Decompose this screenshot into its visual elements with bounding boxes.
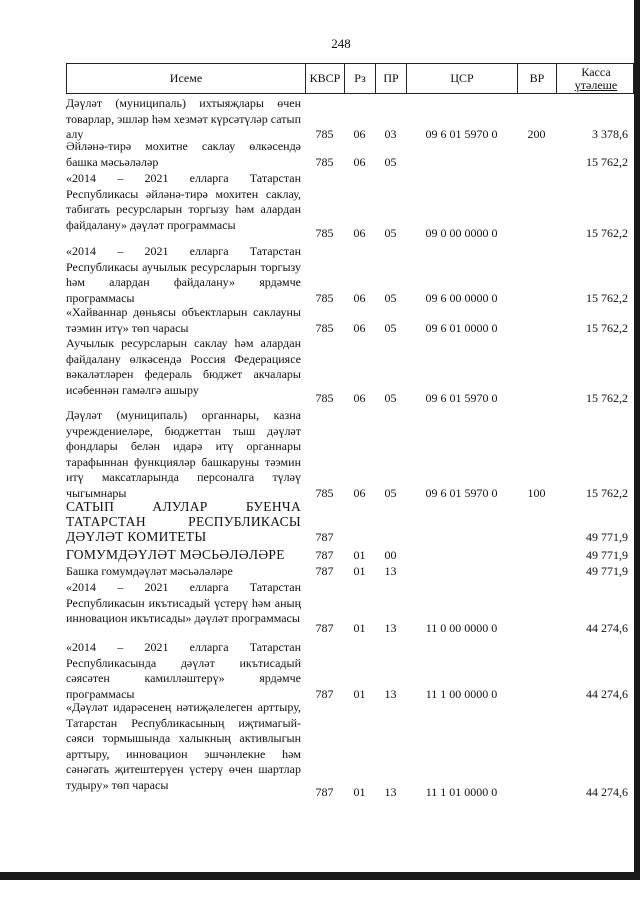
column-header-kassa	[557, 64, 635, 93]
row-kvsr: 787	[315, 529, 334, 544]
row-pr: 05	[384, 320, 397, 335]
scan-border-bottom	[0, 872, 640, 880]
row-rz: 06	[353, 225, 366, 240]
row-name: «2014 – 2021 елларга Татарстан Республикасы әйләнә-тирә мохитен саклау, табигать ресурсларын торгызу һәм алардан файдалану» дәүләт программасы	[66, 171, 301, 232]
row-name: Дәүләт (муниципаль) ихтыяҗлары өчен товарлар, эшләр һәм хезмәт күрсәтүләр сатып алу	[66, 96, 301, 141]
row-kvsr: 787	[315, 547, 334, 562]
row-kvsr: 785	[315, 290, 334, 305]
row-kvsr: 785	[315, 225, 334, 240]
column-header-pr: ПР	[376, 64, 407, 93]
row-amount: 49 771,9	[586, 547, 628, 562]
table-row	[66, 499, 634, 545]
row-rz: 01	[353, 620, 366, 635]
table-row	[66, 96, 634, 141]
row-amount: 15 762,2	[586, 225, 628, 240]
row-csr: 09 6 01 5970 0	[425, 127, 498, 141]
row-pr: 05	[384, 390, 397, 405]
row-rz: 06	[353, 390, 366, 405]
row-amount: 15 762,2	[586, 390, 628, 405]
row-name: «2014 – 2021 елларга Татарстан Республикасы аучылык ресурсларын торгызу һәм алардан файдалану» ярдәмче программасы	[66, 244, 301, 305]
table-header	[66, 63, 634, 94]
column-header-rz: Рз	[345, 64, 376, 93]
row-kvsr: 787	[315, 564, 334, 578]
row-rz: 01	[353, 564, 366, 578]
table-row	[66, 139, 634, 168]
row-pr: 13	[384, 564, 397, 578]
row-amount: 15 762,2	[586, 154, 628, 169]
row-csr: 09 6 01 5970 0	[425, 485, 498, 500]
table-row	[66, 171, 634, 241]
row-rz: 06	[353, 154, 366, 169]
row-name: «Хайваннар дөньясы объектларын саклауны тәэмин итү» төп чарасы	[66, 305, 301, 335]
row-pr: 00	[384, 547, 397, 562]
row-kvsr: 787	[315, 686, 334, 701]
row-vr: 100	[527, 485, 546, 500]
row-rz: 01	[353, 547, 366, 562]
row-kvsr: 785	[315, 127, 334, 141]
row-amount: 44 274,6	[586, 784, 628, 799]
row-name: Әйләнә-тирә мохитне саклау өлкәсендә башка мәсьәләләр	[66, 139, 301, 169]
table-row	[66, 564, 634, 579]
column-header-kvsr: КВСР	[306, 64, 345, 93]
table-row	[66, 244, 634, 305]
row-name: Дәүләт (муниципаль) органнары, казна учреждениеләре, бюджеттан тыш дәүләт фондлары белән идарә итү органнары тарафыннан функцияләр башкаруны тәэмин итү максатларында персоналга түләү чыгымнары	[66, 408, 301, 500]
row-name: «Дәүләт идарәсенең нәтиҗәлелеген арттыру, Татарстан Республикасының иҗтимагый-сәяси тормышында халыкның активлыгын арттыру, инновацион эшчәнлекне һәм сәнәгать җитештерүен үстерү өчен шартлар тудыру» төп чарасы	[66, 700, 301, 792]
row-amount: 49 771,9	[586, 529, 628, 544]
row-csr: 11 0 00 0000 0	[425, 620, 498, 635]
row-pr: 13	[384, 784, 397, 799]
row-rz: 06	[353, 320, 366, 335]
column-header-kassa-line1: Касса	[581, 64, 611, 79]
row-vr: 200	[527, 127, 546, 141]
row-pr: 05	[384, 225, 397, 240]
row-csr: 11 1 00 0000 0	[425, 686, 498, 701]
row-amount: 15 762,2	[586, 290, 628, 305]
row-kvsr: 785	[315, 390, 334, 405]
scan-border-right	[634, 0, 640, 880]
row-pr: 05	[384, 290, 397, 305]
table-row	[66, 580, 634, 636]
row-csr: 09 0 00 0000 0	[425, 225, 498, 240]
row-pr: 05	[384, 485, 397, 500]
row-csr: 11 1 01 0000 0	[425, 784, 498, 799]
row-rz: 06	[353, 290, 366, 305]
row-kvsr: 785	[315, 485, 334, 500]
row-name: «2014 – 2021 елларга Татарстан Республикасында дәүләт икътисадый сәясәтен камилләштерү» ярдәмче программасы	[66, 640, 301, 701]
row-kvsr: 785	[315, 320, 334, 335]
row-amount: 44 274,6	[586, 620, 628, 635]
row-name: ГОМУМДӘҮЛӘТ МӘСЬӘЛӘЛӘРЕ	[66, 547, 285, 562]
row-name: Аучылык ресурсларын саклау һәм алардан файдалану өлкәсендә Россия Федерациясе вәкаләтләрен федераль бюджет акчалары исәбеннән гамәлгә ашыру	[66, 336, 301, 397]
row-pr: 13	[384, 620, 397, 635]
column-header-csr: ЦСР	[407, 64, 518, 93]
row-csr: 09 6 00 0000 0	[425, 290, 498, 305]
row-pr: 05	[384, 154, 397, 169]
row-name: «2014 – 2021 елларга Татарстан Республикасын икътисадый үстерү һәм аның инновацион икътисады» дәүләт программасы	[66, 580, 301, 625]
row-amount: 44 274,6	[586, 686, 628, 701]
row-csr: 09 6 01 0000 0	[425, 320, 498, 335]
column-header-name: Исеме	[67, 64, 306, 93]
row-csr: 09 6 01 5970 0	[425, 390, 498, 405]
table-row	[66, 305, 634, 334]
row-amount: 15 762,2	[586, 320, 628, 335]
column-header-kassa-line2: үтәлеше	[574, 77, 618, 92]
row-kvsr: 787	[315, 620, 334, 635]
row-rz: 06	[353, 127, 366, 141]
row-rz: 01	[353, 784, 366, 799]
row-amount: 49 771,9	[586, 564, 628, 578]
table-row	[66, 408, 634, 500]
row-pr: 03	[384, 127, 397, 141]
table-row	[66, 700, 634, 800]
table-row	[66, 547, 634, 563]
row-amount: 3 378,6	[592, 127, 628, 141]
row-amount: 15 762,2	[586, 485, 628, 500]
row-rz: 06	[353, 485, 366, 500]
row-name: Башка гомумдәүләт мәсьәләләре	[66, 564, 233, 578]
row-kvsr: 787	[315, 784, 334, 799]
row-rz: 01	[353, 686, 366, 701]
row-name: САТЫП АЛУЛАР БУЕНЧА ТАТАРСТАН РЕСПУБЛИКАСЫ ДӘҮЛӘТ КОМИТЕТЫ	[66, 499, 301, 544]
column-header-vr: ВР	[518, 64, 557, 93]
page-number: 248	[331, 36, 351, 51]
row-kvsr: 785	[315, 154, 334, 169]
table-row	[66, 640, 634, 701]
table-row	[66, 336, 634, 406]
row-pr: 13	[384, 686, 397, 701]
